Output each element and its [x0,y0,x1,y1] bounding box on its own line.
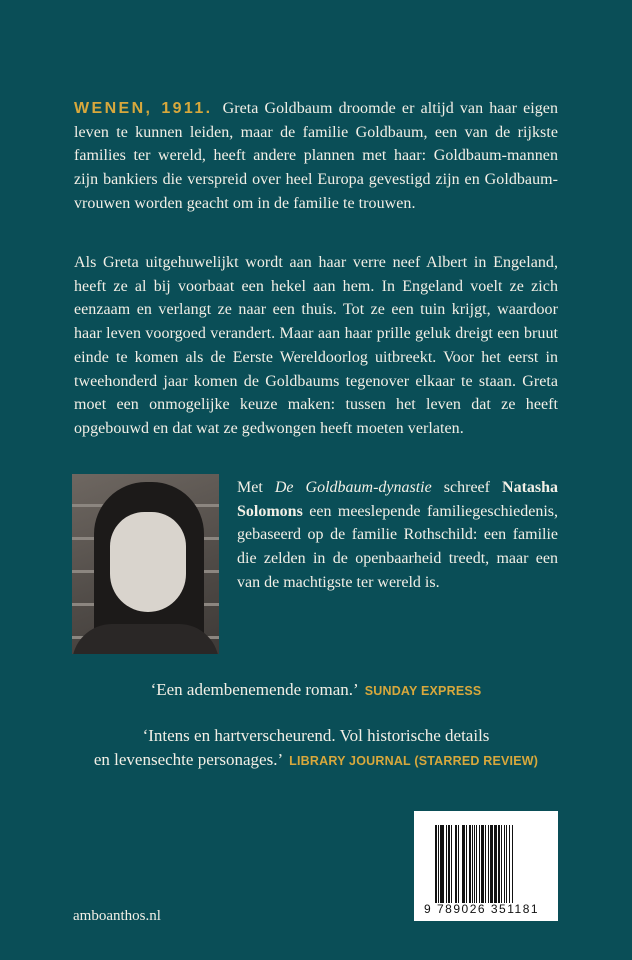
quote-text-line-1: ‘Intens en hartverscheurend. Vol historische details [142,726,490,745]
quote-source: LIBRARY JOURNAL (STARRED REVIEW) [289,754,539,768]
publisher-website: amboanthos.nl [73,908,161,924]
bio-rest: een meeslepende familiegeschiedenis, gebaseerd op de familie Rothschild: een familie die zelden in de openbaarheid treedt, maar een van de machtigste ter wereld is. [237,502,558,591]
quote-text: ‘Een adembenemende roman.’ [150,680,358,699]
bio-prefix: Met [237,479,263,496]
intro-text: Greta Goldbaum droomde er altijd van haar eigen leven te kunnen leiden, maar de familie Goldbaum, een van de rijkste families ter wereld, heeft andere plannen met haar: Goldbaum-mannen zijn bankiers die verspreid over heel Europa gevestigd zijn en Goldbaum-vrouwen worden geacht om in de familie te trouwen. [74,100,558,212]
isbn-barcode [414,811,558,921]
bio-mid: schreef [443,479,490,496]
author-bio [237,476,558,595]
barcode-bars [435,825,541,903]
barcode-bar [513,825,514,903]
isbn-number: 9 789026 351181 [424,902,540,916]
author-face [110,512,186,612]
review-quote-1 [0,678,632,703]
intro-paragraph [74,97,558,216]
author-shirt [72,624,219,654]
quote-text-line-2: en levensechte personages.’ [93,750,282,769]
bio-book-title: De Goldbaum-dynastie [274,479,432,496]
review-quote-2 [0,724,632,773]
quote-source: SUNDAY EXPRESS [364,684,482,698]
synopsis-paragraph: Als Greta uitgehuwelijkt wordt aan haar verre neef Albert in Engeland, heeft ze al bij voorbaat een hekel aan hem. In Engeland voelt ze zich eenzaam en verlangt ze naar een thuis. Tot ze een tuin krijgt, waardoor haar leven voorgoed verandert. Maar aan haar prille geluk dreigt een bruut einde te komen als de Eerste Wereldoorlog uitbreekt. Voor het eerst in tweehonderd jaar komen de Goldbaums tegenover elkaar te staan. Greta moet een onmogelijke keuze maken: tussen het leven dat ze heeft opgebouwd en dat wat ze gedwongen heeft moeten verlaten. [74,254,558,437]
author-photo [72,474,219,654]
bio-author-name: Natasha Solomons [237,479,559,520]
intro-lead-heading: WENEN, 1911. [74,100,213,117]
